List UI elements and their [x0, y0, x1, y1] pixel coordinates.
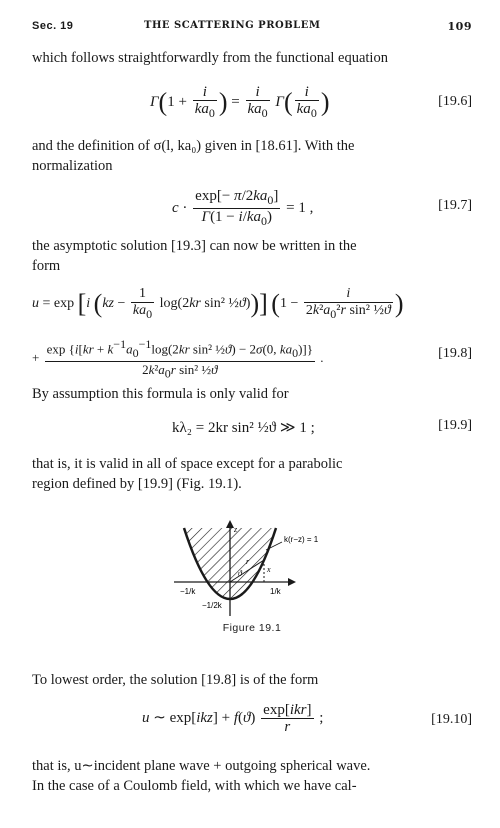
vertex-label: −1/2k	[202, 601, 222, 610]
paragraph-line: To lowest order, the solution [19.8] is of the form	[32, 672, 319, 688]
paragraph-line: that is, it is valid in all of space except for a parabolic	[32, 456, 343, 472]
paragraph-line: that is, u∼incident plane wave + outgoing spherical wave.	[32, 758, 371, 774]
paragraph-line: By assumption this formula is only valid for	[32, 386, 289, 402]
paragraph-line: and the definition of σ(l, ka₀) given in [18.61]. With the	[32, 138, 355, 154]
equation-body: + $\frac{\exp \{i[kr + k^{-1}a_0^{-1}\log(2kr \sin^2 \frac{1}{2}ϑ) - 2\sigma(0, ka_0)]\}}{2k^2a_0r \sin^2 \frac{1}{2}ϑ}$ .	[32, 337, 324, 381]
paragraph-line: region defined by [19.9] (Fig. 19.1).	[32, 476, 242, 492]
equation-19-6	[32, 82, 472, 126]
r-label: r	[246, 557, 250, 566]
equation-19-8	[32, 286, 472, 382]
equation-body: Γ(1 + $\frac{i}{ka_0}$ ) = $\frac{i}{ka_0}$ Γ( $\frac{i}{ka_0}$ )	[150, 84, 330, 120]
equation-number: [19.9]	[438, 418, 472, 433]
arrow-icon	[288, 578, 296, 586]
paragraph-line: form	[32, 258, 61, 274]
section-label: Sec. 19	[32, 20, 74, 32]
equation-body: u ∼ exp[ikz] + f(ϑ) $\frac{\text{exp[ikr]}}{r}$ ;	[142, 702, 324, 735]
parabola-diagram	[170, 520, 370, 620]
equation-number: [19.8]	[438, 346, 472, 361]
page-number: 109	[447, 20, 472, 33]
paragraph-line: the asymptotic solution [19.3] can now be written in the	[32, 238, 357, 254]
equation-body: kλ₂ = 2kr sin² ½ϑ ≫ 1 ;	[172, 420, 315, 436]
paragraph-line: In the case of a Coulomb field, with which we have cal-	[32, 778, 357, 794]
equation-19-10	[32, 702, 472, 744]
equation-number: [19.10]	[431, 712, 472, 727]
paragraph-line: which follows straightforwardly from the functional equation	[32, 50, 388, 66]
angle-label: ϑ	[238, 569, 242, 578]
arrow-icon	[226, 520, 234, 528]
running-header	[32, 20, 472, 36]
figure-caption: Figure 19.1	[222, 622, 282, 634]
x-label: x	[267, 565, 271, 574]
curve-label: k(r−z) = 1	[284, 535, 319, 544]
z-label: z	[234, 525, 238, 534]
equation-19-9	[32, 418, 472, 442]
equation-body: u = exp [i (kz − $\frac{1}{ka_0}$ log(2kr sin² ½ϑ))] (1 − $\frac{i}{2k^2a_0^2r \sin^2 \frac{1}{2}ϑ}$ )	[32, 286, 404, 321]
equation-19-7	[32, 186, 472, 230]
pos-mark-label: 1/k	[270, 587, 281, 596]
paragraph-line: normalization	[32, 158, 113, 174]
chapter-title: THE SCATTERING PROBLEM	[144, 20, 321, 31]
neg-mark-label: −1/k	[180, 587, 196, 596]
equation-number: [19.7]	[438, 198, 472, 213]
equation-body: c · $\frac{\exp[- \pi/2ka_0]}{\Gamma(1 - i/ka_0)}$ = 1 ,	[172, 188, 314, 228]
equation-number: [19.6]	[438, 94, 472, 109]
